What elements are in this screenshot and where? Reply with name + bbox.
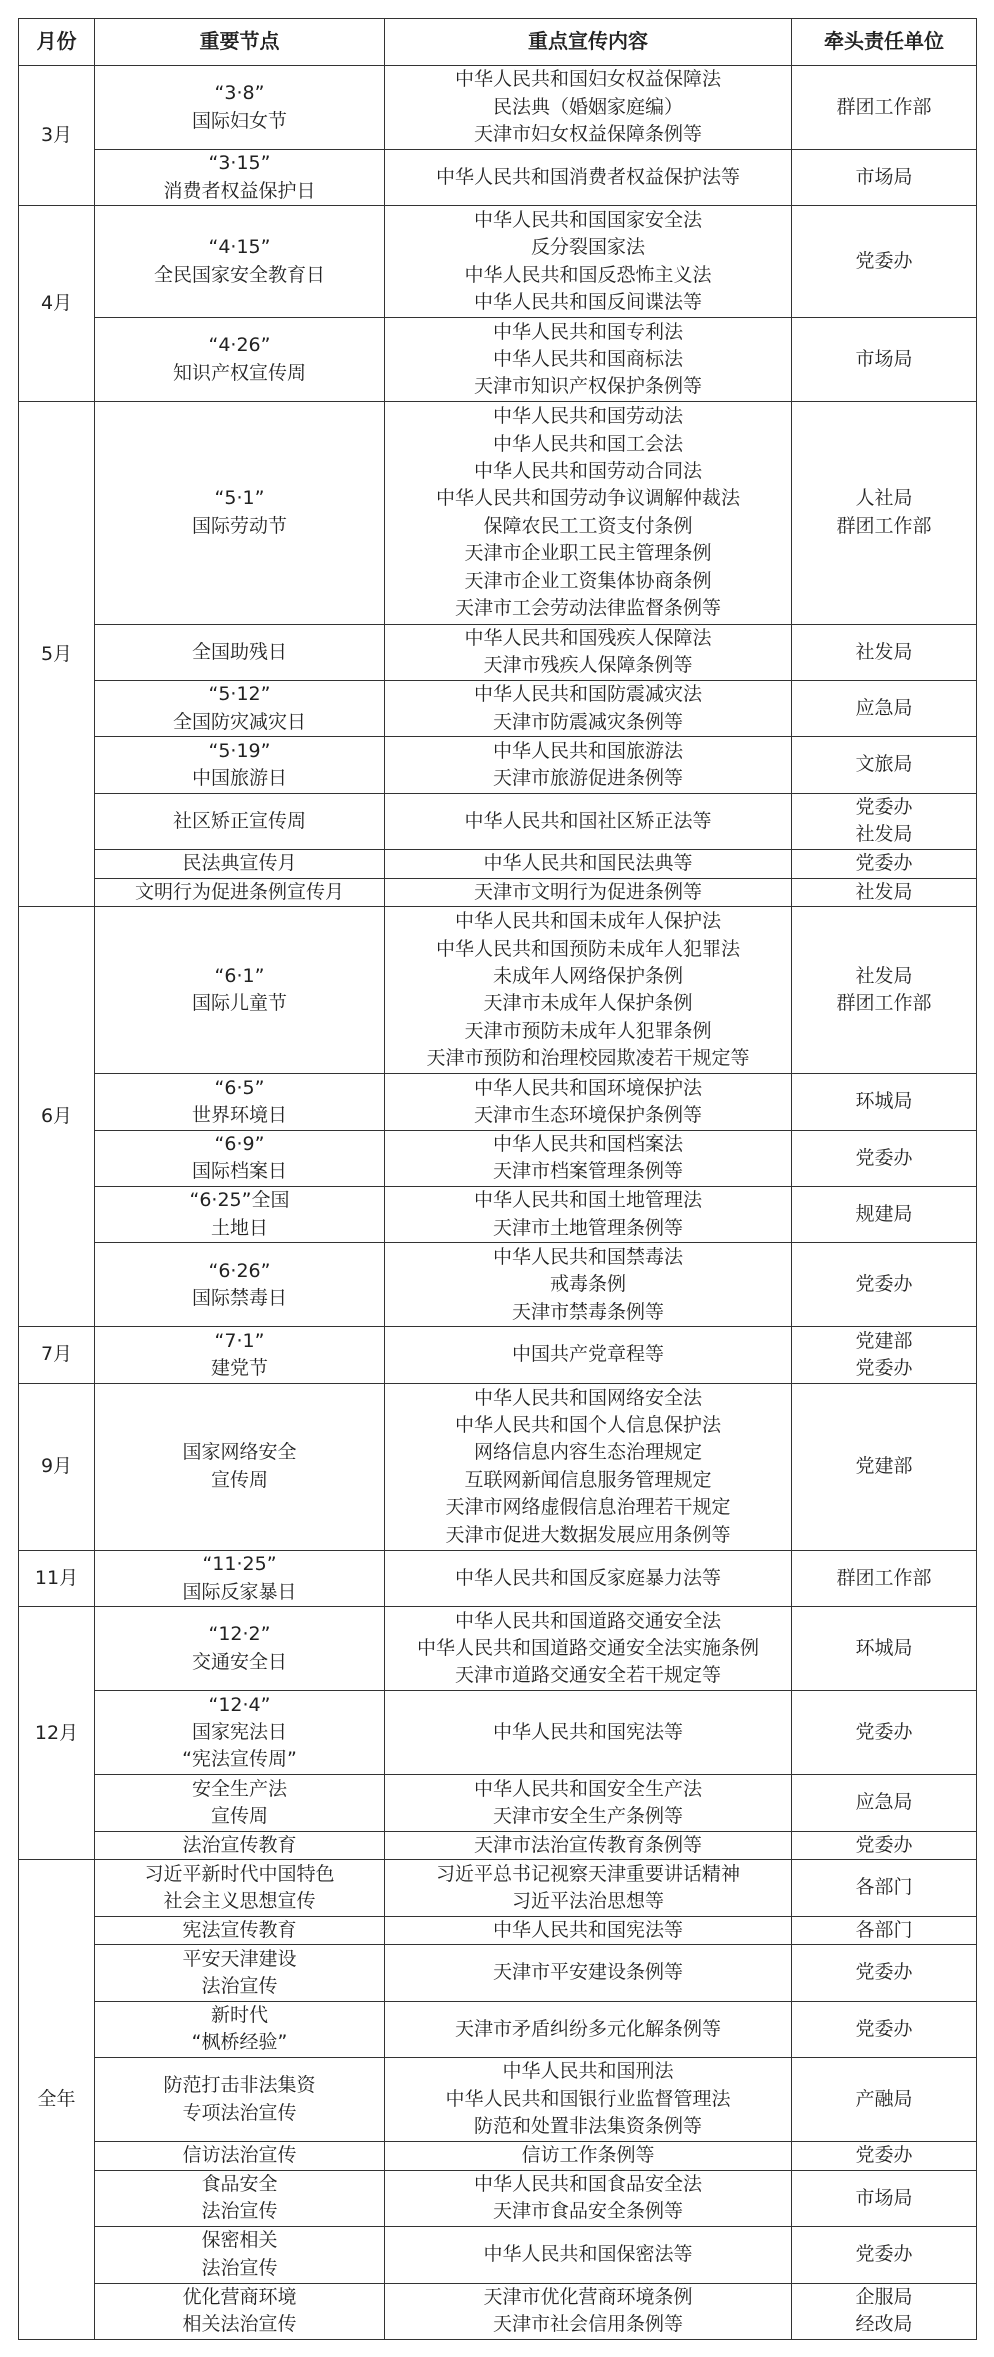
unit-cell: 党委办 bbox=[792, 1243, 977, 1327]
unit-cell: 党委办 bbox=[792, 1945, 977, 2001]
table-row bbox=[19, 1327, 977, 1383]
table-row bbox=[19, 1187, 977, 1243]
unit-cell: 党委办 bbox=[792, 1831, 977, 1860]
content-cell: 信访工作条例等 bbox=[385, 2142, 792, 2171]
unit-cell: 各部门 bbox=[792, 1916, 977, 1945]
node-cell: 习近平新时代中国特色 社会主义思想宣传 bbox=[95, 1860, 385, 1916]
table-row bbox=[19, 737, 977, 793]
node-cell: 国家网络安全 宣传周 bbox=[95, 1383, 385, 1550]
table-row bbox=[19, 1550, 977, 1606]
table-row bbox=[19, 2058, 977, 2142]
node-cell: 保密相关 法治宣传 bbox=[95, 2227, 385, 2283]
node-cell: “6·1” 国际儿童节 bbox=[95, 907, 385, 1074]
node-cell: 防范打击非法集资 专项法治宣传 bbox=[95, 2058, 385, 2142]
table-row bbox=[19, 1243, 977, 1327]
node-cell: “6·9” 国际档案日 bbox=[95, 1130, 385, 1186]
header-row bbox=[19, 19, 977, 66]
unit-cell: 党委办 bbox=[792, 1130, 977, 1186]
table-row bbox=[19, 680, 977, 736]
node-cell: “7·1” 建党节 bbox=[95, 1327, 385, 1383]
table-row bbox=[19, 1775, 977, 1831]
node-cell: 宪法宣传教育 bbox=[95, 1916, 385, 1945]
content-cell: 中华人民共和国未成年人保护法 中华人民共和国预防未成年人犯罪法 未成年人网络保护条例 天津市未成年人保护条例 天津市预防未成年人犯罪条例 天津市预防和治理校园欺凌若干规定等 bbox=[385, 907, 792, 1074]
node-cell: “5·19” 中国旅游日 bbox=[95, 737, 385, 793]
unit-cell: 各部门 bbox=[792, 1860, 977, 1916]
unit-cell: 党委办 bbox=[792, 1691, 977, 1775]
content-cell: 中华人民共和国刑法 中华人民共和国银行业监督管理法 防范和处置非法集资条例等 bbox=[385, 2058, 792, 2142]
month-cell: 11月 bbox=[19, 1550, 95, 1606]
month-cell: 4月 bbox=[19, 206, 95, 402]
content-cell: 中华人民共和国社区矫正法等 bbox=[385, 793, 792, 849]
unit-cell: 人社局 群团工作部 bbox=[792, 402, 977, 624]
legal-publicity-schedule-table bbox=[18, 18, 977, 2340]
table-row bbox=[19, 1831, 977, 1860]
table-row bbox=[19, 1607, 977, 1691]
table-row bbox=[19, 2001, 977, 2057]
unit-cell: 应急局 bbox=[792, 1775, 977, 1831]
month-cell: 5月 bbox=[19, 402, 95, 907]
table-row bbox=[19, 402, 977, 624]
node-cell: “12·4” 国家宪法日 “宪法宣传周” bbox=[95, 1691, 385, 1775]
month-cell: 6月 bbox=[19, 907, 95, 1327]
content-cell: 中华人民共和国残疾人保障法 天津市残疾人保障条例等 bbox=[385, 624, 792, 680]
content-cell: 中华人民共和国旅游法 天津市旅游促进条例等 bbox=[385, 737, 792, 793]
node-cell: “6·26” 国际禁毒日 bbox=[95, 1243, 385, 1327]
table-row bbox=[19, 907, 977, 1074]
unit-cell: 应急局 bbox=[792, 680, 977, 736]
unit-cell: 群团工作部 bbox=[792, 1550, 977, 1606]
content-cell: 天津市矛盾纠纷多元化解条例等 bbox=[385, 2001, 792, 2057]
month-cell: 12月 bbox=[19, 1607, 95, 1860]
unit-cell: 市场局 bbox=[792, 2170, 977, 2226]
unit-cell: 社发局 bbox=[792, 878, 977, 907]
table-row bbox=[19, 1916, 977, 1945]
node-cell: 新时代 “枫桥经验” bbox=[95, 2001, 385, 2057]
node-cell: 文明行为促进条例宣传月 bbox=[95, 878, 385, 907]
content-cell: 中国共产党章程等 bbox=[385, 1327, 792, 1383]
node-cell: 全国助残日 bbox=[95, 624, 385, 680]
content-cell: 中华人民共和国反家庭暴力法等 bbox=[385, 1550, 792, 1606]
content-cell: 中华人民共和国劳动法 中华人民共和国工会法 中华人民共和国劳动合同法 中华人民共和国劳动争议调解仲裁法 保障农民工工资支付条例 天津市企业职工民主管理条例 天津市企业工资集体协商条例 天津市工会劳动法律监督条例等 bbox=[385, 402, 792, 624]
table-row bbox=[19, 2142, 977, 2171]
content-cell: 中华人民共和国国家安全法 反分裂国家法 中华人民共和国反恐怖主义法 中华人民共和国反间谍法等 bbox=[385, 206, 792, 318]
content-cell: 中华人民共和国土地管理法 天津市土地管理条例等 bbox=[385, 1187, 792, 1243]
unit-cell: 党委办 社发局 bbox=[792, 793, 977, 849]
content-cell: 中华人民共和国环境保护法 天津市生态环境保护条例等 bbox=[385, 1074, 792, 1130]
schedule-table-wrapper bbox=[18, 18, 976, 2340]
node-cell: “4·15” 全民国家安全教育日 bbox=[95, 206, 385, 318]
unit-cell: 产融局 bbox=[792, 2058, 977, 2142]
unit-cell: 市场局 bbox=[792, 150, 977, 206]
content-cell: 中华人民共和国防震减灾法 天津市防震减灾条例等 bbox=[385, 680, 792, 736]
content-cell: 习近平总书记视察天津重要讲话精神 习近平法治思想等 bbox=[385, 1860, 792, 1916]
month-cell: 7月 bbox=[19, 1327, 95, 1383]
content-cell: 天津市优化营商环境条例 天津市社会信用条例等 bbox=[385, 2283, 792, 2340]
unit-cell: 企服局 经改局 bbox=[792, 2283, 977, 2340]
node-cell: 优化营商环境 相关法治宣传 bbox=[95, 2283, 385, 2340]
content-cell: 中华人民共和国道路交通安全法 中华人民共和国道路交通安全法实施条例 天津市道路交通安全若干规定等 bbox=[385, 1607, 792, 1691]
table-row bbox=[19, 793, 977, 849]
table-row bbox=[19, 1383, 977, 1550]
content-cell: 中华人民共和国安全生产法 天津市安全生产条例等 bbox=[385, 1775, 792, 1831]
header-month: 月份 bbox=[19, 19, 95, 66]
node-cell: “5·12” 全国防灾减灾日 bbox=[95, 680, 385, 736]
node-cell: “4·26” 知识产权宣传周 bbox=[95, 318, 385, 402]
unit-cell: 党建部 党委办 bbox=[792, 1327, 977, 1383]
node-cell: 法治宣传教育 bbox=[95, 1831, 385, 1860]
content-cell: 天津市文明行为促进条例等 bbox=[385, 878, 792, 907]
content-cell: 中华人民共和国消费者权益保护法等 bbox=[385, 150, 792, 206]
unit-cell: 党委办 bbox=[792, 2001, 977, 2057]
content-cell: 天津市法治宣传教育条例等 bbox=[385, 1831, 792, 1860]
table-row bbox=[19, 2227, 977, 2283]
header-node: 重要节点 bbox=[95, 19, 385, 66]
table-row bbox=[19, 878, 977, 907]
unit-cell: 党委办 bbox=[792, 206, 977, 318]
node-cell: 信访法治宣传 bbox=[95, 2142, 385, 2171]
node-cell: 安全生产法 宣传周 bbox=[95, 1775, 385, 1831]
content-cell: 中华人民共和国妇女权益保障法 民法典（婚姻家庭编） 天津市妇女权益保障条例等 bbox=[385, 66, 792, 150]
node-cell: “6·5” 世界环境日 bbox=[95, 1074, 385, 1130]
unit-cell: 规建局 bbox=[792, 1187, 977, 1243]
unit-cell: 社发局 群团工作部 bbox=[792, 907, 977, 1074]
table-row bbox=[19, 2170, 977, 2226]
unit-cell: 党委办 bbox=[792, 2227, 977, 2283]
content-cell: 中华人民共和国禁毒法 戒毒条例 天津市禁毒条例等 bbox=[385, 1243, 792, 1327]
table-row bbox=[19, 1130, 977, 1186]
header-content: 重点宣传内容 bbox=[385, 19, 792, 66]
table-row bbox=[19, 66, 977, 150]
table-row bbox=[19, 1945, 977, 2001]
unit-cell: 文旅局 bbox=[792, 737, 977, 793]
node-cell: “3·8” 国际妇女节 bbox=[95, 66, 385, 150]
node-cell: 社区矫正宣传周 bbox=[95, 793, 385, 849]
node-cell: 食品安全 法治宣传 bbox=[95, 2170, 385, 2226]
table-row bbox=[19, 624, 977, 680]
content-cell: 中华人民共和国民法典等 bbox=[385, 849, 792, 878]
node-cell: 平安天津建设 法治宣传 bbox=[95, 1945, 385, 2001]
unit-cell: 群团工作部 bbox=[792, 66, 977, 150]
content-cell: 中华人民共和国档案法 天津市档案管理条例等 bbox=[385, 1130, 792, 1186]
unit-cell: 环城局 bbox=[792, 1607, 977, 1691]
content-cell: 中华人民共和国宪法等 bbox=[385, 1916, 792, 1945]
content-cell: 天津市平安建设条例等 bbox=[385, 1945, 792, 2001]
month-cell: 3月 bbox=[19, 66, 95, 206]
table-row bbox=[19, 206, 977, 318]
month-cell: 全年 bbox=[19, 1860, 95, 2340]
table-row bbox=[19, 2283, 977, 2340]
table-row bbox=[19, 150, 977, 206]
unit-cell: 党委办 bbox=[792, 2142, 977, 2171]
node-cell: “11·25” 国际反家暴日 bbox=[95, 1550, 385, 1606]
unit-cell: 环城局 bbox=[792, 1074, 977, 1130]
header-unit: 牵头责任单位 bbox=[792, 19, 977, 66]
unit-cell: 党建部 bbox=[792, 1383, 977, 1550]
table-row bbox=[19, 1074, 977, 1130]
table-row bbox=[19, 1860, 977, 1916]
table-row bbox=[19, 849, 977, 878]
node-cell: “3·15” 消费者权益保护日 bbox=[95, 150, 385, 206]
content-cell: 中华人民共和国网络安全法 中华人民共和国个人信息保护法 网络信息内容生态治理规定 互联网新闻信息服务管理规定 天津市网络虚假信息治理若干规定 天津市促进大数据发展应用条例等 bbox=[385, 1383, 792, 1550]
month-cell: 9月 bbox=[19, 1383, 95, 1550]
node-cell: “6·25”全国 土地日 bbox=[95, 1187, 385, 1243]
unit-cell: 社发局 bbox=[792, 624, 977, 680]
node-cell: 民法典宣传月 bbox=[95, 849, 385, 878]
content-cell: 中华人民共和国食品安全法 天津市食品安全条例等 bbox=[385, 2170, 792, 2226]
content-cell: 中华人民共和国宪法等 bbox=[385, 1691, 792, 1775]
content-cell: 中华人民共和国专利法 中华人民共和国商标法 天津市知识产权保护条例等 bbox=[385, 318, 792, 402]
unit-cell: 党委办 bbox=[792, 849, 977, 878]
unit-cell: 市场局 bbox=[792, 318, 977, 402]
table-row bbox=[19, 1691, 977, 1775]
content-cell: 中华人民共和国保密法等 bbox=[385, 2227, 792, 2283]
node-cell: “5·1” 国际劳动节 bbox=[95, 402, 385, 624]
table-row bbox=[19, 318, 977, 402]
node-cell: “12·2” 交通安全日 bbox=[95, 1607, 385, 1691]
